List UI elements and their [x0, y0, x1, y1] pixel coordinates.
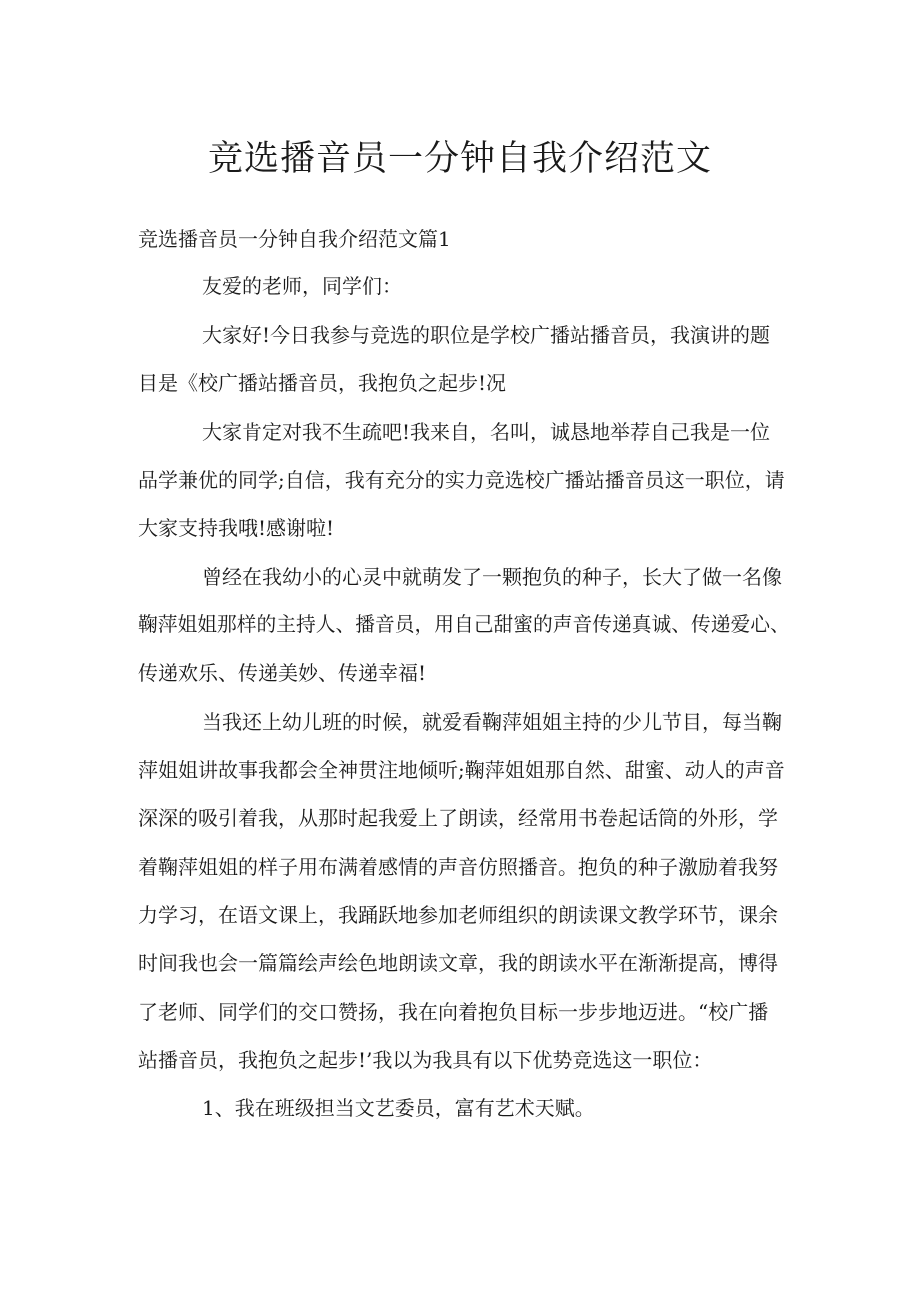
- salutation-line: 友爱的老师，同学们：: [202, 274, 402, 298]
- paragraph-line: 时间我也会一篇篇绘声绘色地朗读文章，我的朗读水平在渐渐提高，博得: [138, 951, 778, 975]
- article-heading: 竞选播音员一分钟自我介绍范文篇1: [138, 227, 451, 251]
- paragraph-line: 大家好!今日我参与竞选的职位是学校广播站播音员，我演讲的题: [202, 323, 771, 347]
- paragraph-line: 品学兼优的同学;自信，我有充分的实力竞选校广播站播音员这一职位，请: [138, 468, 785, 492]
- list-item: 1、我在班级担当文艺委员，富有艺术天赋。: [202, 1096, 595, 1120]
- paragraph-line: 深深的吸引着我，从那时起我爱上了朗读，经常用书卷起话筒的外形，学: [138, 806, 778, 830]
- paragraph-line: 了老师、同学们的交口赞扬，我在向着抱负目标一步步地迈进。“校广播: [138, 1000, 769, 1024]
- paragraph-line: 传递欢乐、传递美妙、传递幸福!: [138, 661, 427, 685]
- paragraph-line: 鞠萍姐姐那样的主持人、播音员，用自己甜蜜的声音传递真诚、传递爱心、: [138, 613, 790, 636]
- paragraph-line: 萍姐姐讲故事我都会全神贯注地倾听;鞠萍姐姐那自然、甜蜜、动人的声音: [138, 758, 785, 782]
- paragraph-line: 力学习，在语文课上，我踊跃地参加老师组织的朗读课文教学环节，课余: [138, 903, 778, 927]
- paragraph-line: 当我还上幼儿班的时候，就爱看鞠萍姐姐主持的少儿节目，每当鞠: [202, 710, 782, 734]
- paragraph-line: 着鞠萍姐姐的样子用布满着感情的声音仿照播音。抱负的种子激励着我努: [138, 855, 778, 879]
- paragraph-line: 大家支持我哦!感谢啦!: [138, 516, 335, 540]
- document-title: 竞选播音员一分钟自我介绍范文: [207, 139, 712, 179]
- paragraph-line: 目是《校广播站播音员，我抱负之起步!况: [138, 371, 507, 395]
- paragraph-line: 曾经在我幼小的心灵中就萌发了一颗抱负的种子，长大了做一名像: [202, 565, 782, 589]
- paragraph-line: 站播音员，我抱负之起步!’我以为我具有以下优势竞选这一职位：: [138, 1048, 713, 1072]
- paragraph-line: 大家肯定对我不生疏吧!我来自，名叫，诚恳地举荐自己我是一位: [202, 420, 771, 444]
